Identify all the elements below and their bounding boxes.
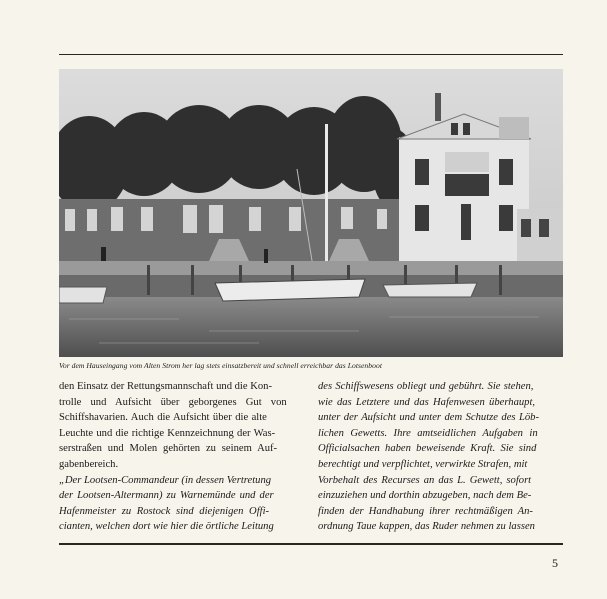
page-number: 5 [552, 556, 558, 570]
text-line: lichen Gewetts. Ihre amtseidlichen Aufgaben in [318, 427, 538, 439]
text-line: „Der Lootsen-Commandeur (in dessen Vertretung [59, 474, 272, 486]
text-line: der Lootsen-Altermann) zu Warnemünde und der [59, 490, 274, 502]
text-line: finden der Handhabung ihrer rechtmäßigen An- [318, 505, 533, 517]
text-line: serstraßen und Molen gehörten zu seinem Auf- [59, 443, 278, 455]
text-line: den Einsatz der Rettungsmannschaft und die Kon- [59, 381, 272, 392]
text-line: unter der Aufsicht und unter dem Schutze des Löb- [318, 412, 539, 424]
text-line: Hafenmeister zu Rostock sind diejenigen Offi- [59, 505, 270, 517]
harbor-photo [59, 69, 563, 357]
text-line: Vorbehalt des Recurses an das L. Gewett, sofort [318, 474, 532, 486]
text-line: berechtigt und verpflichtet, verwirkte Strafen, mit [318, 458, 528, 470]
photo-caption: Vor dem Hauseingang vom Alten Strom her lag stets einsatzbereit und schnell erreichbar das Lotsenboot [59, 361, 382, 370]
text-line: einzuziehen und dorthin abzugeben, nach dem Be- [318, 490, 532, 502]
text-line: Schiffshavarien. Auch die Aufsicht über die alte [59, 412, 267, 424]
text-line: cianten, welchen dort wie hier die örtliche Leitung [59, 521, 274, 533]
text-line: Officialsachen haben beweisende Kraft. Sie sind [318, 443, 537, 455]
bottom-rule [59, 543, 563, 545]
text-line: des Schiffswesens obliegt und gebührt. Sie stehen, [318, 381, 534, 392]
text-line: ordnung Taue kappen, das Ruder nehmen zu lassen [318, 521, 535, 533]
text-line: Leuchte und die richtige Kennzeichnung der Was- [59, 427, 276, 439]
text-column-right [318, 379, 563, 535]
top-rule [59, 54, 563, 55]
text-column-left [59, 379, 304, 535]
text-line: wie das Letztere und das Hafenwesen überhaupt, [318, 396, 536, 408]
text-line: trolle und Aufsicht über geborgenes Gut von [59, 396, 287, 408]
text-line: gabenbereich. [59, 458, 119, 470]
